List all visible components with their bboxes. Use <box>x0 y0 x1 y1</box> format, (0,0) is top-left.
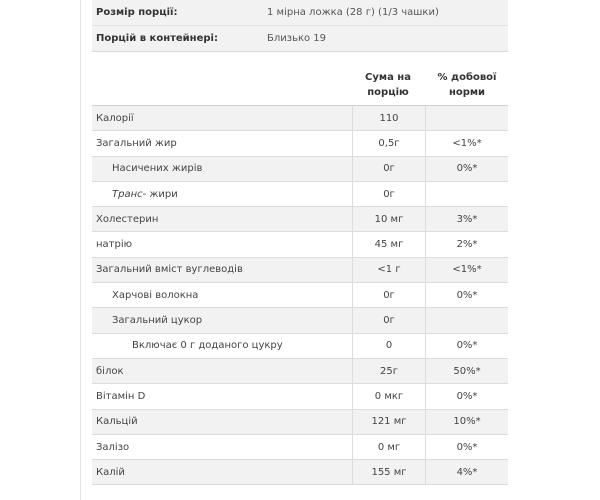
servings-per-container-value: Близько 19 <box>267 33 327 44</box>
table-row <box>92 358 508 383</box>
nutrient-amount: 10 мг <box>353 207 426 232</box>
table-row <box>92 156 508 181</box>
nutrient-name: Харчові волокна <box>92 283 353 308</box>
nutrition-table <box>92 106 508 485</box>
amount-per-serving-header: Сума на порцію <box>365 72 411 98</box>
nutrient-name: Калорії <box>92 106 353 131</box>
serving-size-row <box>92 0 508 25</box>
nutrient-name: Кальцій <box>92 409 353 434</box>
nutrient-name: Загальний жир <box>92 131 353 156</box>
nutrient-daily-value <box>426 308 509 333</box>
nutrition-facts <box>92 0 508 485</box>
nutrient-amount: 0г <box>353 181 426 206</box>
nutrient-daily-value: <1%* <box>426 257 509 282</box>
nutrient-daily-value: <1%* <box>426 131 509 156</box>
nutrient-amount: 0г <box>353 283 426 308</box>
trans-italic-label: Транс <box>112 188 143 200</box>
table-row <box>92 257 508 282</box>
nutrient-amount: 155 мг <box>353 460 426 485</box>
nutrient-amount: 110 <box>353 106 426 131</box>
table-row <box>92 131 508 156</box>
nutrient-daily-value: 0%* <box>426 384 509 409</box>
table-header <box>92 54 508 106</box>
nutrient-amount: 121 мг <box>353 409 426 434</box>
servings-per-container-label: Порцій в контейнері: <box>96 33 218 44</box>
serving-info <box>92 0 508 52</box>
table-row <box>92 232 508 257</box>
serving-size-value: 1 мірна ложка (28 г) (1/3 чашки) <box>267 7 439 18</box>
nutrient-amount: 45 мг <box>353 232 426 257</box>
table-row <box>92 181 508 206</box>
nutrient-amount: <1 г <box>353 257 426 282</box>
servings-per-container-row <box>92 25 508 51</box>
nutrient-amount: 0г <box>353 156 426 181</box>
nutrient-name: Холестерин <box>92 207 353 232</box>
nutrient-name: Включає 0 г доданого цукру <box>92 333 353 358</box>
nutrient-daily-value <box>426 181 509 206</box>
nutrient-daily-value: 3%* <box>426 207 509 232</box>
nutrient-amount: 0 <box>353 333 426 358</box>
page-left-border <box>80 0 81 500</box>
table-row <box>92 460 508 485</box>
nutrient-name: Калій <box>92 460 353 485</box>
table-row <box>92 106 508 131</box>
table-row <box>92 308 508 333</box>
nutrient-daily-value: 0%* <box>426 283 509 308</box>
table-row <box>92 207 508 232</box>
table-row <box>92 333 508 358</box>
nutrient-daily-value: 4%* <box>426 460 509 485</box>
table-row <box>92 283 508 308</box>
table-row <box>92 434 508 459</box>
nutrient-daily-value: 2%* <box>426 232 509 257</box>
nutrient-daily-value: 0%* <box>426 156 509 181</box>
nutrient-daily-value: 10%* <box>426 409 509 434</box>
nutrient-daily-value <box>426 106 509 131</box>
nutrient-name: Насичених жирів <box>92 156 353 181</box>
nutrient-name: Загальний цукор <box>92 308 353 333</box>
daily-value-header: % добової норми <box>437 72 497 98</box>
nutrient-amount: 0 мг <box>353 434 426 459</box>
table-row <box>92 409 508 434</box>
nutrient-amount: 0 мкг <box>353 384 426 409</box>
nutrient-amount: 25г <box>353 358 426 383</box>
serving-size-label: Розмір порції: <box>96 7 178 18</box>
nutrient-amount: 0г <box>353 308 426 333</box>
nutrient-name: Залізо <box>92 434 353 459</box>
nutrient-name: Загальний вміст вуглеводів <box>92 257 353 282</box>
nutrient-name: натрію <box>92 232 353 257</box>
nutrient-daily-value: 50%* <box>426 358 509 383</box>
nutrient-name: білок <box>92 358 353 383</box>
nutrient-daily-value: 0%* <box>426 434 509 459</box>
nutrient-amount: 0,5г <box>353 131 426 156</box>
nutrient-name: Вітамін D <box>92 384 353 409</box>
table-row <box>92 384 508 409</box>
nutrient-name <box>92 181 353 206</box>
nutrient-daily-value: 0%* <box>426 333 509 358</box>
trans-rest-label: - жири <box>142 188 178 200</box>
